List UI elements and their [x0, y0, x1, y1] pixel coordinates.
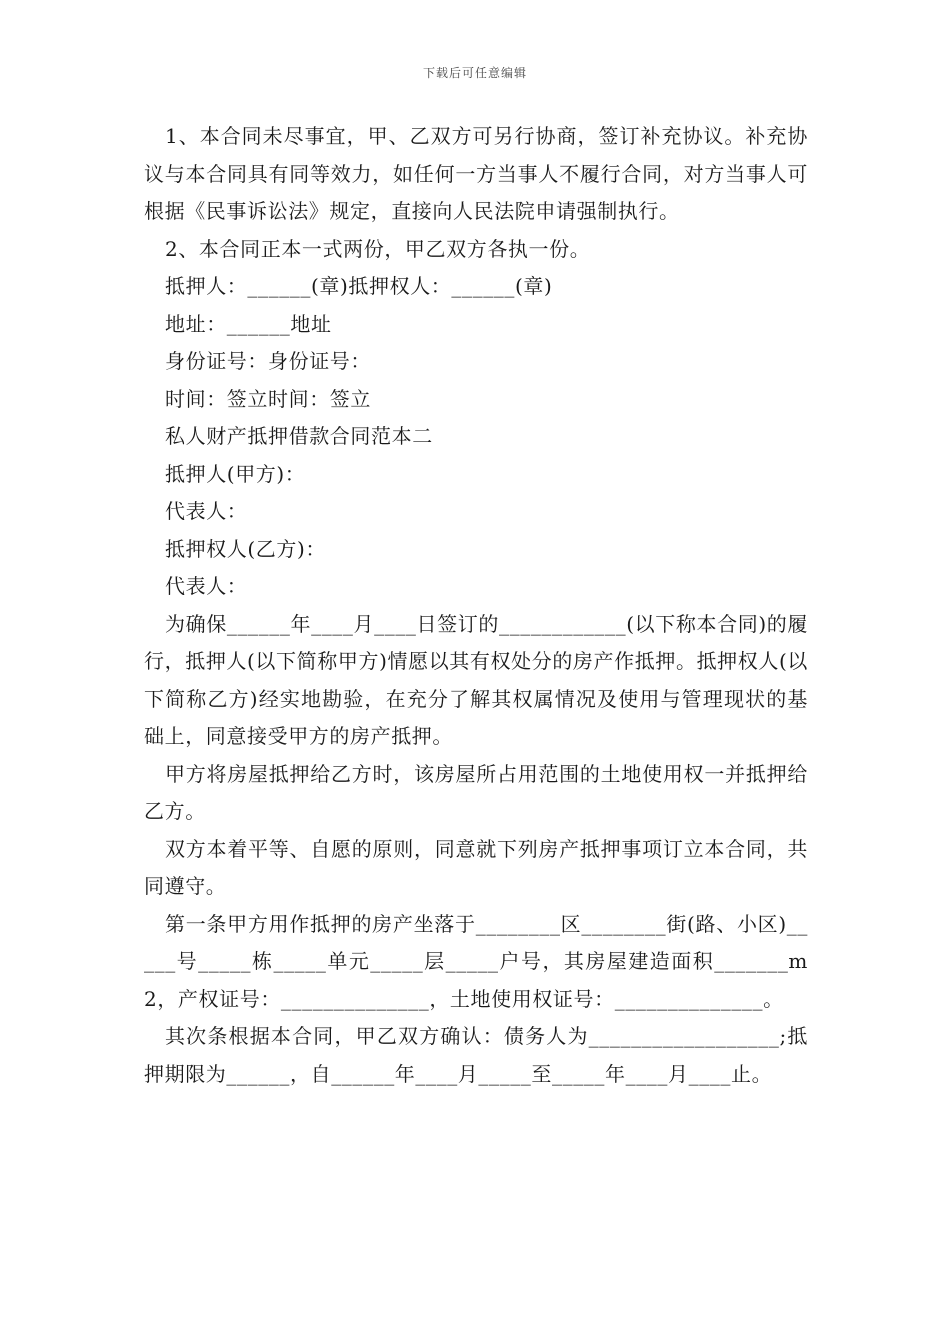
clause-land-use-right: 甲方将房屋抵押给乙方时，该房屋所占用范围的土地使用权一并抵押给乙方。: [144, 761, 808, 823]
party-b-label: 抵押权人(乙方)：: [165, 536, 327, 561]
party-b-representative: 代表人：: [165, 574, 248, 598]
article-two-debtor-term: 其次条根据本合同，甲乙双方确认：债务人为__________________;抵押期限为______，自______年____月_____至_____年____月____止。: [144, 1024, 808, 1086]
clause-principle: 双方本着平等、自愿的原则，同意就下列房产抵押事项订立本合同，共同遵守。: [144, 836, 808, 898]
party-a-label: 抵押人(甲方)：: [165, 461, 306, 486]
party-a-representative: 代表人：: [165, 499, 248, 523]
page-header-note: 下载后可任意编辑: [422, 66, 527, 80]
document-body: [144, 118, 808, 1093]
signature-line-id-number: 身份证号：身份证号：: [165, 349, 371, 373]
clause-copies: 2、本合同正本一式两份，甲乙双方各执一份。: [165, 236, 591, 261]
clause-supplementary-agreement: 1、本合同未尽事宜，甲、乙双方可另行协商，签订补充协议。补充协议与本合同具有同等效力，如任何一方当事人不履行合同，对方当事人可根据《民事诉讼法》规定，直接向人民法院申请强制执行。: [144, 124, 808, 223]
article-one-property-location: 第一条甲方用作抵押的房产坐落于________区________街(路、小区)_____号_____栋_____单元_____层_____户号，其房屋建造面积_______m2，产权证号：______________，土地使用权证号：______________。: [144, 911, 808, 1011]
signature-line-time: 时间：签立时间：签立: [165, 386, 371, 411]
signature-line-parties: 抵押人：______(章)抵押权人：______(章): [165, 274, 553, 298]
signature-line-address: 地址：______地址: [165, 311, 332, 336]
clause-purpose: 为确保______年____月____日签订的____________(以下称本合同)的履行，抵押人(以下简称甲方)情愿以其有权处分的房产作抵押。抵押权人(以下简称乙方)经实地勘验，在充分了解其权属情况及使用与管理现状的基础上，同意接受甲方的房产抵押。: [144, 611, 808, 748]
section-title: 私人财产抵押借款合同范本二: [165, 424, 433, 448]
